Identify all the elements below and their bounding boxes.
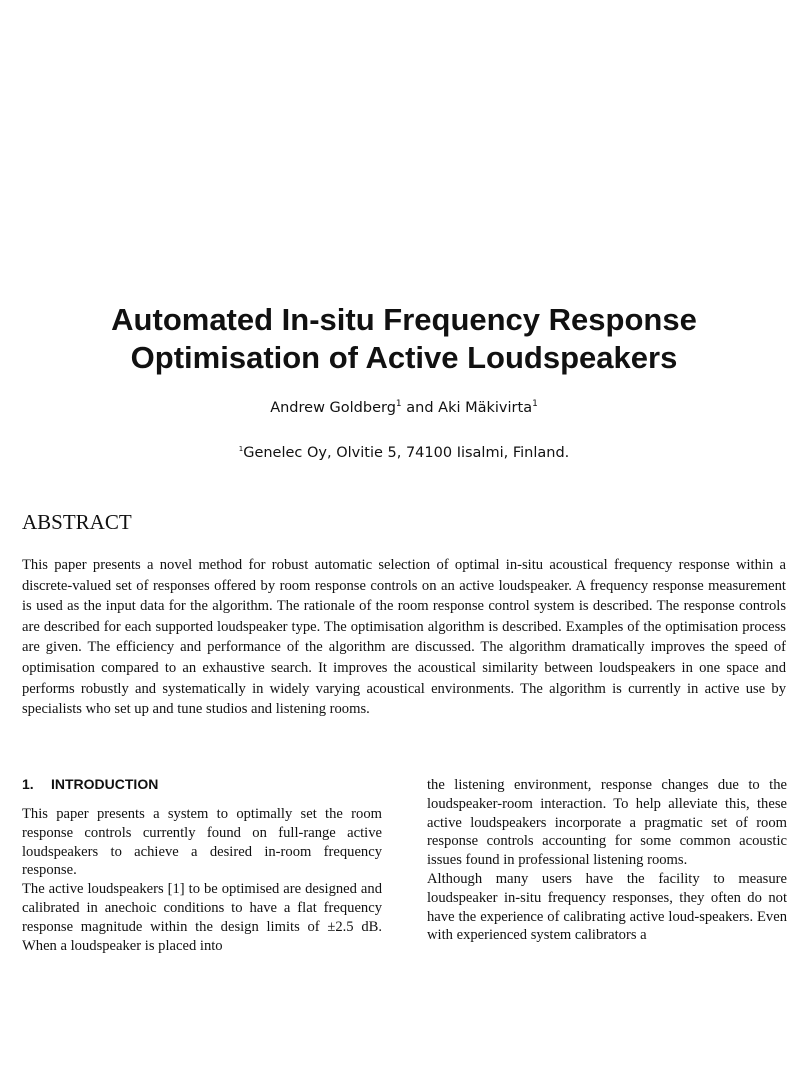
author-1-affiliation-mark: 1 [395,399,402,410]
title-line-1: Automated In-situ Frequency Response [111,302,697,337]
section-number: 1. [22,776,34,792]
affiliation [0,442,808,464]
authors-joiner: and [401,400,439,416]
paper-title [0,301,808,377]
intro-paragraph-4: Although many users have the facility to measure loudspeaker in-situ frequency responses, they often do not have the experience of calibrating active loud-speakers. Even with experienced system calibrators a [427,870,787,944]
left-column [22,775,382,955]
intro-paragraph-3: the listening environment, response changes due to the loudspeaker-room interaction. To help alleviate this, these active loudspeakers incorporate a pragmatic set of room response controls accounting for some common acoustic issues found in professional listening rooms. [427,777,787,869]
right-column [427,776,787,945]
author-list [0,397,808,419]
intro-paragraph-2: The active loudspeakers [1] to be optimised are designed and calibrated in anechoic conditions to have a flat frequency response magnitude within the design limits of ±2.5 dB. When a loudspeaker is placed into [22,881,382,954]
title-line-2: Optimisation of Active Loudspeakers [130,340,678,375]
abstract-heading: ABSTRACT [22,510,132,534]
author-2-name: Aki Mäkivirta [438,400,533,416]
section-title: INTRODUCTION [51,776,159,792]
affiliation-mark: 1 [238,445,244,454]
affiliation-text: Genelec Oy, Olvitie 5, 74100 Iisalmi, Finland. [243,445,570,461]
author-2-affiliation-mark: 1 [532,399,538,410]
abstract-text: This paper presents a novel method for robust automatic selection of optimal in-situ acoustical frequency response within a discrete-valued set of responses offered by room response controls on an active loudspeaker. A frequency response measurement is used as the input data for the algorithm. The rationale of the room response control system is described. The response controls are described for each supported loudspeaker type. The optimisation algorithm is described. Examples of the optimisation process are given. The efficiency and performance of the algorithm are discussed. The algorithm dramatically improves the speed of optimisation compared to an exhaustive search. It improves the acoustical similarity between loudspeakers in one space and performs robustly and systematically in widely varying acoustical environments. The algorithm is currently in active use by specialists who set up and tune studios and listening rooms. [22,557,786,718]
section-heading [22,775,382,793]
author-1-name: Andrew Goldberg [270,400,396,416]
intro-paragraph-1: This paper presents a system to optimally set the room response controls currently found on full-range active loudspeakers to achieve a desired in-room frequency response. [22,806,382,879]
